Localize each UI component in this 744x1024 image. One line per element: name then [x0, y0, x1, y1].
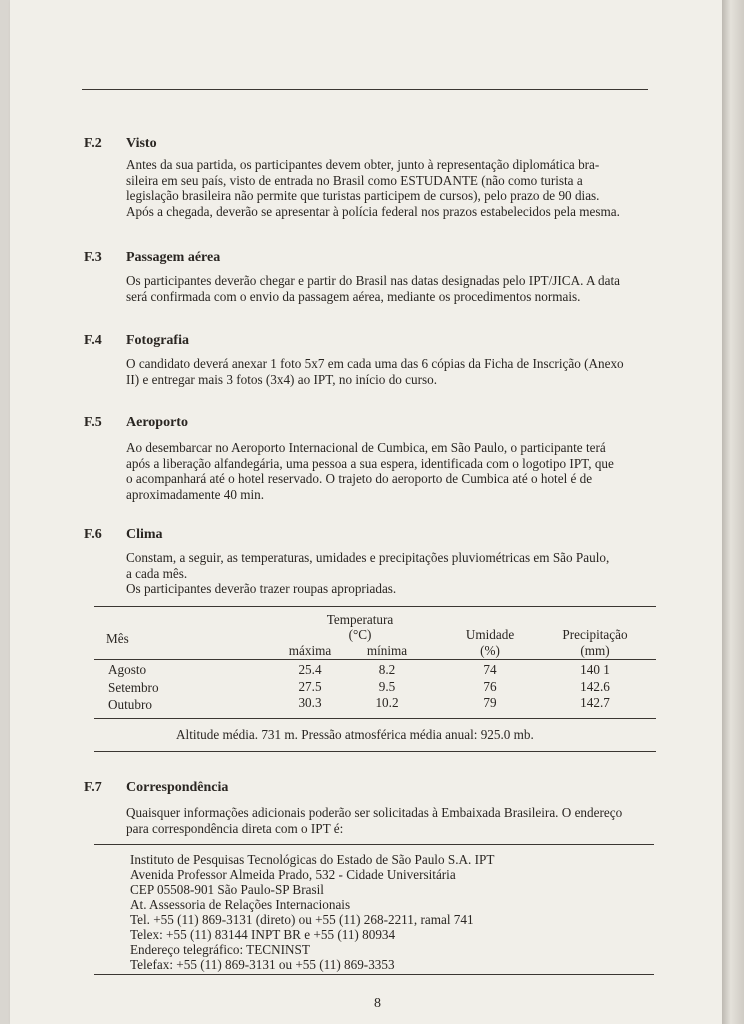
section-title: Passagem aérea — [126, 250, 221, 265]
address-line: At. Assessoria de Relações Internacionais — [130, 897, 351, 912]
section-number: F.4 — [84, 333, 102, 348]
section-body-visto — [126, 157, 650, 219]
section-number: F.2 — [84, 136, 102, 151]
table-header-rule — [94, 659, 656, 660]
address-line: Endereço telegráfico: TECNINST — [130, 942, 310, 957]
text-line: Antes da sua partida, os participantes devem obter, junto à representação diplomática bra- — [126, 157, 600, 172]
page-edge — [722, 0, 744, 1024]
table-cell-min: 9.5 — [378, 679, 396, 694]
section-title: Aeroporto — [126, 415, 188, 430]
table-cell-month: Agosto — [108, 662, 147, 677]
header-month: Mês — [106, 631, 129, 646]
header-max: máxima — [288, 643, 332, 658]
section-heading-clima — [84, 527, 163, 543]
section-number: F.3 — [84, 250, 102, 265]
section-title: Clima — [126, 527, 163, 542]
text-line: Ao desembarcar no Aeroporto Internacional de Cumbica, em São Paulo, o participante terá — [126, 440, 606, 455]
table-bottom-rule — [94, 718, 656, 719]
table-cell-precipitation: 142.7 — [580, 695, 610, 710]
text-line: II) e entregar mais 3 fotos (3x4) ao IPT, no início do curso. — [126, 371, 438, 387]
header-precipitation-unit: (mm) — [580, 643, 610, 658]
section-heading-visto — [84, 136, 157, 152]
section-number: F.6 — [84, 527, 102, 542]
table-footnote: Altitude média. 731 m. Pressão atmosférica média anual: 925.0 mb. — [176, 727, 534, 742]
header-min: mínima — [366, 643, 408, 658]
table-cell-humidity: 79 — [483, 695, 497, 710]
table-cell-month: Setembro — [108, 680, 159, 695]
section-body-clima — [126, 550, 650, 597]
table-cell-precipitation: 140 1 — [580, 662, 610, 677]
address-line: Telefax: +55 (11) 869-3131 ou +55 (11) 869-3353 — [130, 957, 395, 972]
document-page — [10, 0, 722, 1024]
text-line: após a liberação alfandegária, uma pessoa a sua espera, identificada com o logotipo IPT, que — [126, 455, 614, 471]
address-line: CEP 05508-901 São Paulo-SP Brasil — [130, 882, 324, 897]
ipt-address-block — [130, 852, 630, 972]
table-top-rule — [94, 606, 656, 607]
text-line: o acompanhará até o hotel reservado. O trajeto do aeroporto de Cumbica até o hotel é de — [126, 471, 593, 486]
section-number: F.5 — [84, 415, 102, 430]
table-cell-max: 27.5 — [298, 679, 322, 694]
table-cell-max: 25.4 — [298, 662, 322, 677]
text-line: para correspondência direta com o IPT é: — [126, 820, 344, 836]
table-footnote-rule — [94, 751, 656, 752]
table-cell-humidity: 74 — [483, 662, 497, 677]
text-line: Os participantes deverão trazer roupas apropriadas. — [126, 581, 397, 596]
section-body-aeroporto — [126, 440, 650, 502]
address-line: Telex: +55 (11) 83144 INPT BR e +55 (11) 80934 — [130, 927, 396, 942]
text-line: Quaisquer informações adicionais poderão ser solicitadas à Embaixada Brasileira. O endereço — [126, 805, 623, 820]
text-line: será confirmada com o envio da passagem aérea, mediante os procedimentos normais. — [126, 288, 581, 304]
header-humidity-unit: (%) — [480, 643, 500, 658]
text-line: Constam, a seguir, as temperaturas, umidades e precipitações pluviométricas em São Paulo, — [126, 550, 610, 565]
address-bottom-rule — [94, 974, 654, 975]
table-cell-month: Outubro — [108, 697, 152, 712]
address-line: Instituto de Pesquisas Tecnológicas do Estado de São Paulo S.A. IPT — [130, 852, 495, 867]
table-cell-max: 30.3 — [298, 695, 322, 710]
header-temperature-unit: (°C) — [348, 627, 372, 642]
address-line: Avenida Professor Almeida Prado, 532 - Cidade Universitária — [130, 867, 456, 882]
text-line: legislação brasileira não permite que turistas participem de cursos), pelo prazo de 90 dias. — [126, 188, 600, 203]
section-title: Correspondência — [126, 780, 229, 795]
table-cell-precipitation: 142.6 — [580, 679, 610, 694]
section-title: Visto — [126, 136, 157, 151]
text-line: a cada mês. — [126, 565, 188, 581]
section-heading-passagem — [84, 250, 220, 266]
address-top-rule — [94, 844, 654, 845]
section-title: Fotografia — [126, 333, 189, 348]
header-precipitation: Precipitação — [562, 627, 628, 642]
text-line: sileira em seu país, visto de entrada no Brasil como ESTUDANTE (não como turista a — [126, 172, 583, 188]
address-line: Tel. +55 (11) 869-3131 (direto) ou +55 (11) 268-2211, ramal 741 — [130, 912, 474, 927]
table-cell-min: 10.2 — [375, 695, 399, 710]
page-number: 8 — [374, 996, 381, 1011]
section-heading-correspondencia — [84, 780, 228, 796]
table-cell-min: 8.2 — [378, 662, 396, 677]
section-heading-aeroporto — [84, 415, 188, 431]
top-divider — [82, 89, 648, 90]
section-body-passagem — [126, 273, 650, 304]
section-number: F.7 — [84, 780, 102, 795]
header-temperature: Temperatura — [326, 612, 394, 627]
text-line: aproximadamente 40 min. — [126, 486, 265, 502]
text-line: Após a chegada, deverão se apresentar à polícia federal nos prazos estabelecidos pela mesma. — [126, 203, 620, 219]
section-body-correspondencia — [126, 805, 650, 836]
text-line: Os participantes deverão chegar e partir do Brasil nas datas designadas pelo IPT/JICA. A data — [126, 273, 621, 288]
table-cell-humidity: 76 — [483, 679, 497, 694]
section-body-fotografia — [126, 356, 650, 387]
text-line: O candidato deverá anexar 1 foto 5x7 em cada uma das 6 cópias da Ficha de Inscrição (Anexo — [126, 356, 624, 371]
section-heading-fotografia — [84, 333, 189, 349]
header-humidity: Umidade — [465, 627, 515, 642]
